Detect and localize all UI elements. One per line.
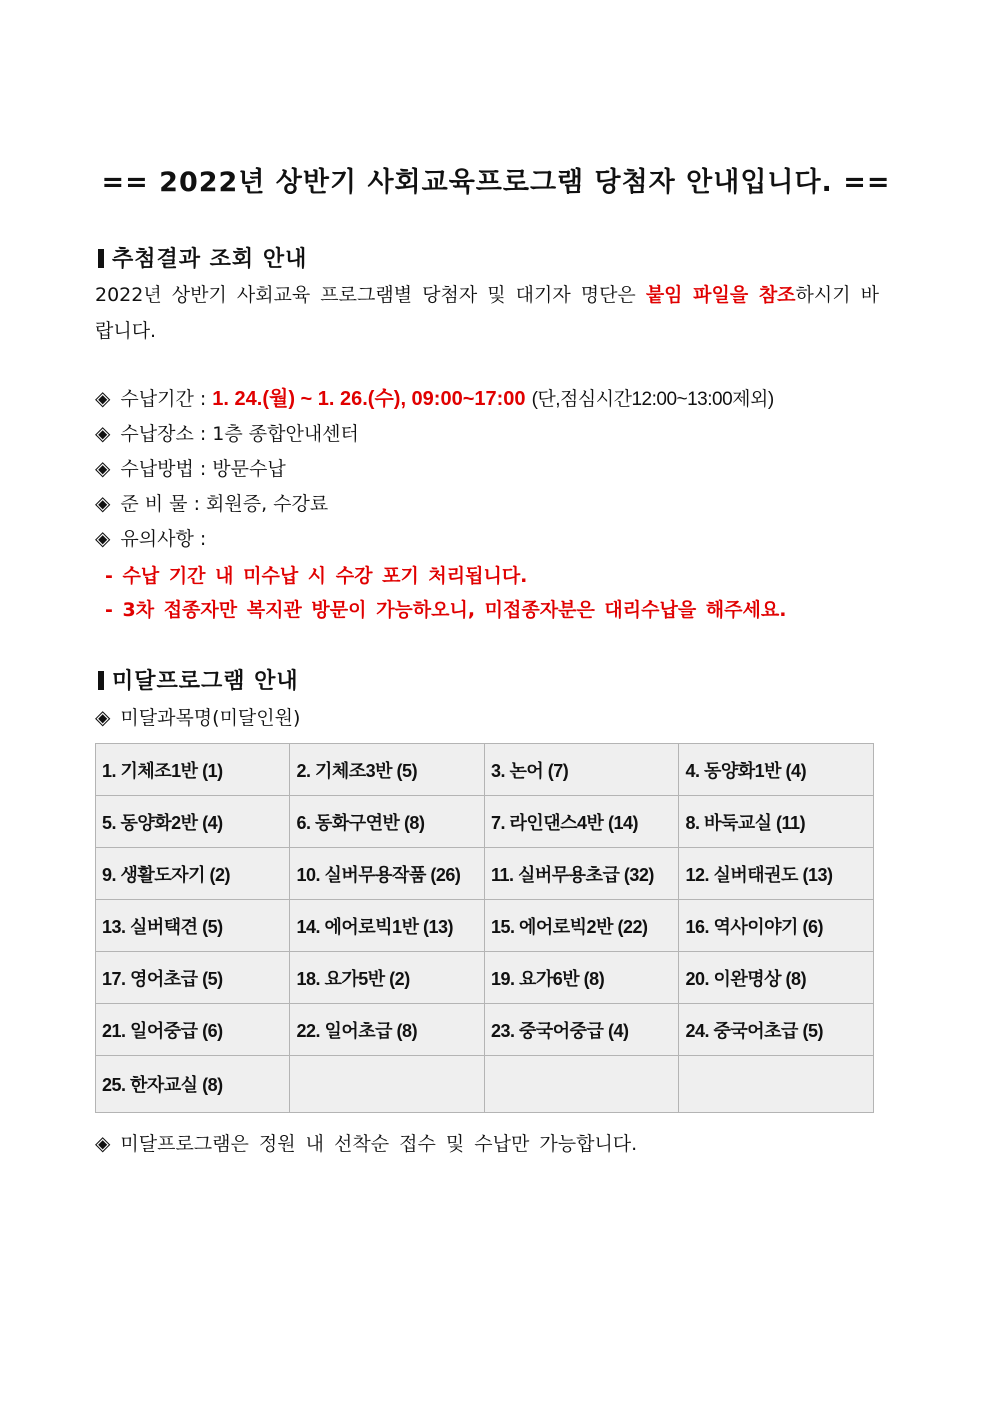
table-row <box>96 848 874 900</box>
payment-period-note: (단,점심시간12:00~13:00제외) <box>531 389 774 410</box>
table-cell: 12. 실버태권도 (13) <box>679 848 874 900</box>
section-heading-label: 미달프로그램 안내 <box>112 669 299 694</box>
payment-period-item <box>95 381 774 415</box>
table-cell: 10. 실버무용작품 (26) <box>290 848 485 900</box>
table-cell: 24. 중국어초급 (5) <box>679 1004 874 1056</box>
table-row <box>96 900 874 952</box>
table-cell: 3. 논어 (7) <box>484 744 679 796</box>
notes-label-item <box>95 521 206 555</box>
table-cell: 23. 중국어중급 (4) <box>484 1004 679 1056</box>
table-cell: 25. 한자교실 (8) <box>96 1056 290 1113</box>
undersubscribed-footer: 미달프로그램은 정원 내 선착순 접수 및 수납만 가능합니다. <box>120 1133 638 1155</box>
notes-label: 유의사항 : <box>120 528 207 550</box>
diamond-bullet-icon: ◈ <box>95 526 111 550</box>
undersubscribed-programs-table <box>95 743 874 1113</box>
preparation: 준 비 물 : 회원증, 수강료 <box>120 493 329 515</box>
table-cell: 18. 요가5반 (2) <box>290 952 485 1004</box>
note-vaccination: - 3차 접종자만 복지관 방문이 가능하오니, 미접종자분은 대리수납을 해주세요. <box>105 599 787 621</box>
table-cell: 13. 실버택견 (5) <box>96 900 290 952</box>
table-cell: 2. 기체조3반 (5) <box>290 744 485 796</box>
heading-bar-icon <box>98 671 104 690</box>
payment-place: 수납장소 : 1층 종합안내센터 <box>120 423 359 445</box>
table-cell: 21. 일어중급 (6) <box>96 1004 290 1056</box>
table-cell: 16. 역사이야기 (6) <box>679 900 874 952</box>
table-cell <box>679 1056 874 1113</box>
payment-place-item <box>95 416 359 450</box>
table-row <box>96 1056 874 1113</box>
diamond-bullet-icon: ◈ <box>95 705 111 729</box>
attachment-reference: 붙임 파일을 참조 <box>645 284 796 306</box>
page-title: == 2022년 상반기 사회교육프로그램 당첨자 안내입니다. == <box>101 167 891 198</box>
table-row <box>96 952 874 1004</box>
table-row <box>96 796 874 848</box>
payment-method: 수납방법 : 방문수납 <box>120 458 286 480</box>
table-cell: 6. 동화구연반 (8) <box>290 796 485 848</box>
preparation-item <box>95 486 328 520</box>
undersubscribed-subheading-label: 미달과목명(미달인원) <box>120 707 301 729</box>
note-unpaid-cancel: - 수납 기간 내 미수납 시 수강 포기 처리됩니다. <box>105 565 528 587</box>
diamond-bullet-icon: ◈ <box>95 1131 111 1155</box>
table-cell: 20. 이완명상 (8) <box>679 952 874 1004</box>
section-heading-undersubscribed <box>98 664 299 695</box>
table-cell: 22. 일어초급 (8) <box>290 1004 485 1056</box>
table-row <box>96 744 874 796</box>
diamond-bullet-icon: ◈ <box>95 386 111 410</box>
table-cell: 17. 영어초급 (5) <box>96 952 290 1004</box>
diamond-bullet-icon: ◈ <box>95 421 111 445</box>
table-cell: 11. 실버무용초급 (32) <box>484 848 679 900</box>
table-cell: 9. 생활도자기 (2) <box>96 848 290 900</box>
section-heading-lottery <box>98 242 307 273</box>
undersubscribed-footer-item <box>95 1126 637 1160</box>
table-cell <box>290 1056 485 1113</box>
undersubscribed-subheading <box>95 700 300 734</box>
table-cell: 4. 동양화1반 (4) <box>679 744 874 796</box>
table-cell: 14. 에어로빅1반 (13) <box>290 900 485 952</box>
table-cell: 5. 동양화2반 (4) <box>96 796 290 848</box>
payment-period-value: 1. 24.(월) ~ 1. 26.(수), 09:00~17:00 <box>212 388 526 410</box>
heading-bar-icon <box>98 249 104 268</box>
section-heading-label: 추첨결과 조회 안내 <box>112 247 308 272</box>
table-cell: 7. 라인댄스4반 (14) <box>484 796 679 848</box>
lottery-description <box>95 277 895 349</box>
lottery-text-after: 하시기 바랍니다. <box>95 284 880 342</box>
diamond-bullet-icon: ◈ <box>95 491 111 515</box>
diamond-bullet-icon: ◈ <box>95 456 111 480</box>
table-cell: 15. 에어로빅2반 (22) <box>484 900 679 952</box>
payment-period-label: 수납기간 : <box>120 388 213 410</box>
table-cell: 8. 바둑교실 (11) <box>679 796 874 848</box>
table-cell: 19. 요가6반 (8) <box>484 952 679 1004</box>
table-row <box>96 1004 874 1056</box>
payment-method-item <box>95 451 286 485</box>
table-cell <box>484 1056 679 1113</box>
lottery-text-before: 2022년 상반기 사회교육 프로그램별 당첨자 및 대기자 명단은 <box>95 284 646 306</box>
table-cell: 1. 기체조1반 (1) <box>96 744 290 796</box>
